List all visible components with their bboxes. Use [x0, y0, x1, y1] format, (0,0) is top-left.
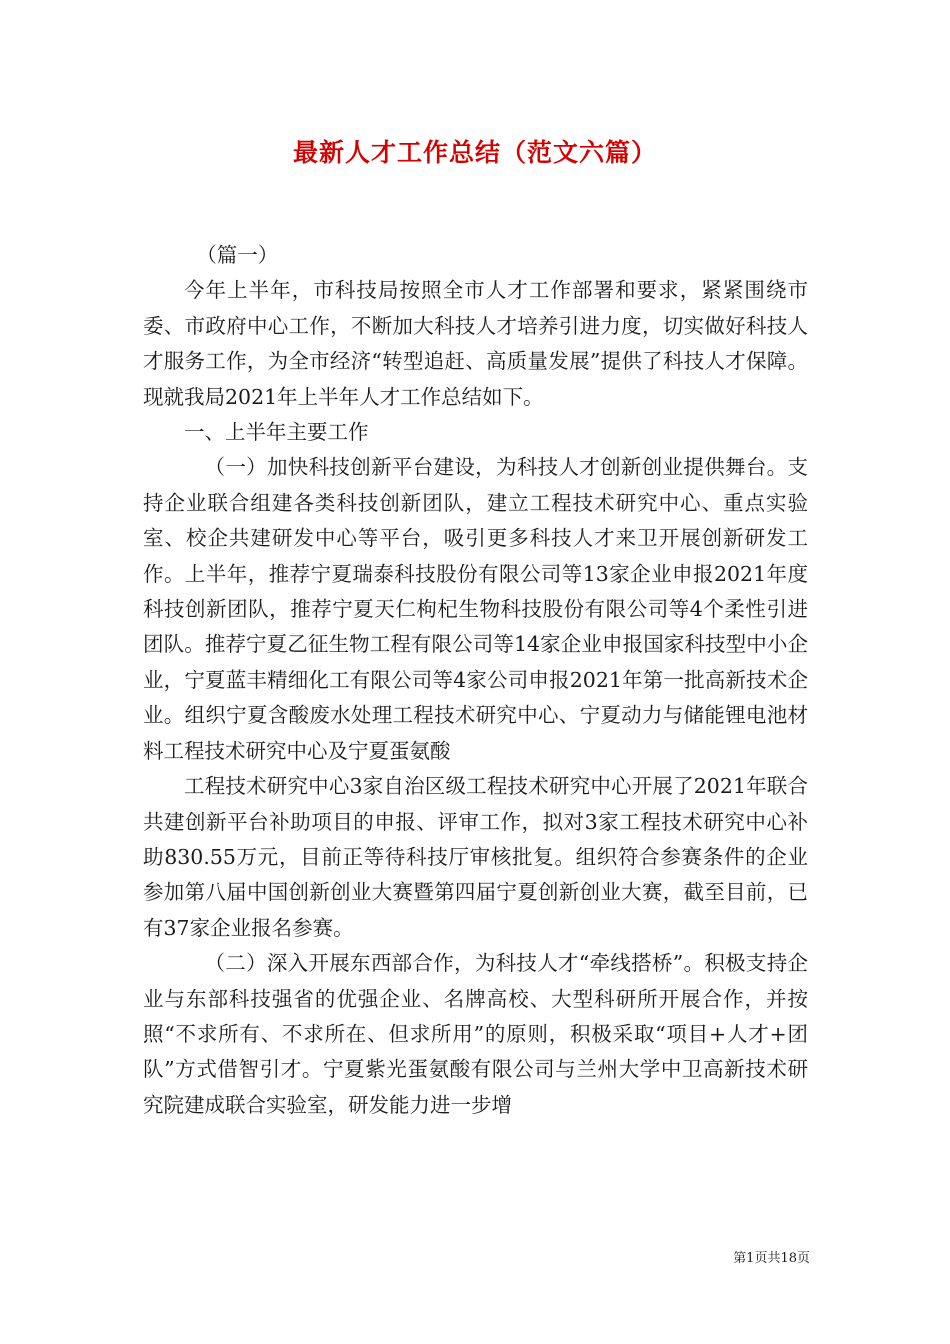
heading-main-work: 一、上半年主要工作	[184, 420, 369, 445]
paragraph-engineering-center: 工程技术研究中心3家自治区级工程技术研究中心开展了2021年联合共建创新平台补助项目的申报、评审工作，拟对3家工程技术研究中心补助830.55万元，目前正等待科技厅审核批复。组织符合参赛条件的企业参加第八届中国创新创业大赛暨第四届宁夏创新创业大赛，截至目前，已有37家企业报名参赛。	[143, 774, 808, 940]
document-title: 最新人才工作总结（范文六篇）	[292, 138, 657, 167]
section-label-part-one: （篇一）	[196, 243, 279, 267]
paragraph-east-west-cooperation: （二）深入开展东西部合作，为科技人才“牵线搭桥”。积极支持企业与东部科技强省的优强企业、名牌高校、大型科研所开展合作，并按照“不求所有、不求所在、但求所用”的原则，积极采取“项目+人才+团队”方式借智引才。宁夏紫光蛋氨酸有限公司与兰州大学中卫高新技术研究院建成联合实验室，研发能力进一步增	[143, 951, 808, 1117]
paragraph-platform-building: （一）加快科技创新平台建设，为科技人才创新创业提供舞台。支持企业联合组建各类科技创新团队，建立工程技术研究中心、重点实验室、校企共建研发中心等平台，吸引更多科技人才来卫开展创新研发工作。上半年，推荐宁夏瑞泰科技股份有限公司等13家企业申报2021年度科技创新团队，推荐宁夏天仁枸杞生物科技股份有限公司等4个柔性引进团队。推荐宁夏乙征生物工程有限公司等14家企业申报国家科技型中小企业，宁夏蓝丰精细化工有限公司等4家公司申报2021年第一批高新技术企业。组织宁夏含酸废水处理工程技术研究中心、宁夏动力与储能锂电池材料工程技术研究中心及宁夏蛋氨酸	[143, 455, 808, 763]
page-number: 第1页共18页	[733, 1251, 810, 1266]
document-body	[143, 238, 808, 1123]
paragraph-intro: 今年上半年，市科技局按照全市人才工作部署和要求，紧紧围绕市委、市政府中心工作，不断加大科技人才培养引进力度，切实做好科技人才服务工作，为全市经济“转型追赶、高质量发展”提供了科技人才保障。现就我局2021年上半年人才工作总结如下。	[143, 278, 808, 409]
